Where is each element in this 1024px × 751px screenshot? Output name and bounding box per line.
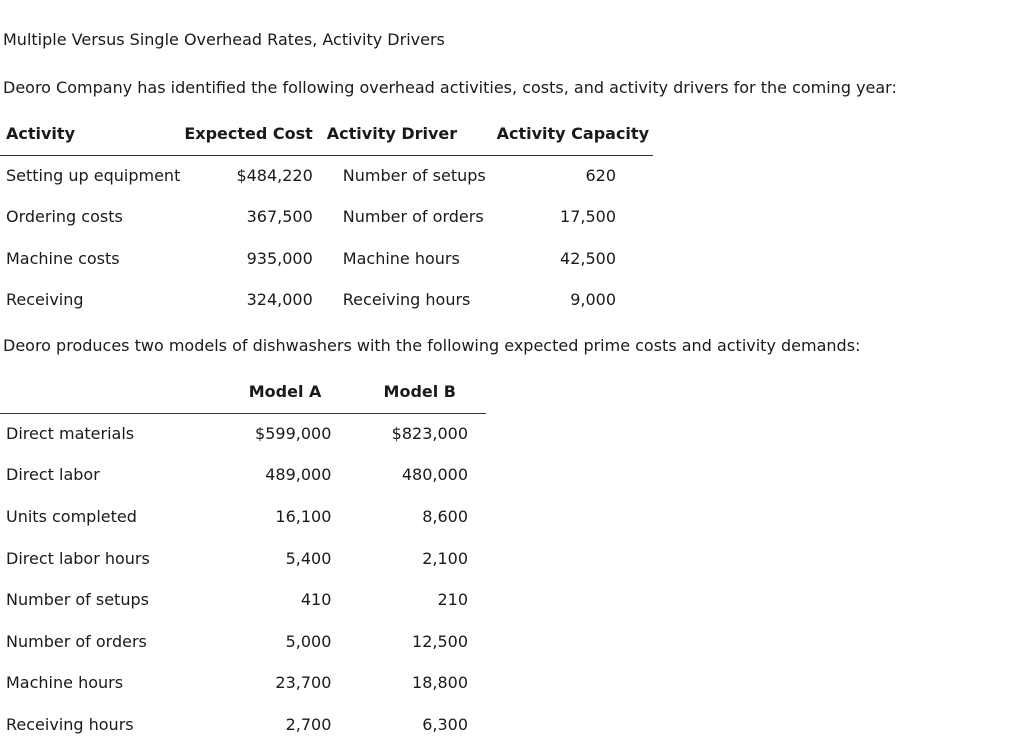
table-row xyxy=(0,413,486,455)
table-cell: Receiving hours xyxy=(342,290,471,310)
table-cell: Setting up equipment xyxy=(6,166,181,185)
models-table xyxy=(0,372,486,746)
table-cell: 12,500 xyxy=(412,631,468,651)
table-row xyxy=(0,197,653,239)
table-cell: Number of setups xyxy=(6,590,149,610)
table-row xyxy=(0,280,653,322)
table-cell: $599,000 xyxy=(255,424,332,444)
table-cell: 210 xyxy=(437,590,468,610)
table-cell: Units completed xyxy=(6,506,137,526)
table-cell: Machine costs xyxy=(6,248,120,268)
column-header: Activity Capacity xyxy=(495,122,653,155)
table-cell: 5,400 xyxy=(285,548,332,568)
activity-table xyxy=(0,122,653,321)
table-cell: $484,220 xyxy=(236,166,313,185)
table-row xyxy=(0,579,486,621)
column-header: Model B xyxy=(333,372,486,413)
table-cell: Direct labor hours xyxy=(6,548,150,568)
column-header: Activity xyxy=(0,122,184,155)
table-cell: 2,100 xyxy=(422,548,468,568)
table-cell: 324,000 xyxy=(246,290,313,310)
table-row xyxy=(0,538,486,580)
table-cell: Machine hours xyxy=(342,248,460,268)
table-cell: Number of setups xyxy=(342,166,486,185)
table-cell: Number of orders xyxy=(342,207,484,227)
table-row xyxy=(0,238,653,280)
column-header: Model A xyxy=(216,372,333,413)
table-cell: 367,500 xyxy=(246,207,313,227)
table-cell: 17,500 xyxy=(560,207,616,227)
table-header-row xyxy=(0,372,486,413)
table-cell: Machine hours xyxy=(6,673,124,693)
table-cell: Receiving xyxy=(6,290,84,310)
table-cell: 8,600 xyxy=(422,506,468,526)
table-cell: 620 xyxy=(585,166,616,185)
table-cell: 480,000 xyxy=(401,465,468,485)
table-cell: 23,700 xyxy=(275,673,332,693)
column-header xyxy=(0,372,216,413)
table-cell: 18,800 xyxy=(412,673,468,693)
table-row xyxy=(0,496,486,538)
table-cell: Ordering costs xyxy=(6,207,123,227)
column-header: Activity Driver xyxy=(313,122,495,155)
table-cell: $823,000 xyxy=(391,424,468,444)
table-cell: 6,300 xyxy=(422,714,468,734)
models-intro-paragraph: Deoro produces two models of dishwashers with the following expected prime costs and activity demands: xyxy=(3,336,861,355)
column-header: Expected Cost xyxy=(184,122,312,155)
table-cell: 5,000 xyxy=(285,631,332,651)
table-row xyxy=(0,663,486,705)
page-title: Multiple Versus Single Overhead Rates, Activity Drivers xyxy=(3,30,445,49)
intro-paragraph: Deoro Company has identified the following overhead activities, costs, and activity drivers for the coming year: xyxy=(3,78,897,97)
table-cell: 42,500 xyxy=(560,248,616,268)
table-row xyxy=(0,621,486,663)
table-cell: Number of orders xyxy=(6,631,147,651)
table-cell: Direct materials xyxy=(6,424,135,444)
table-row xyxy=(0,155,653,197)
table-cell: 489,000 xyxy=(265,465,332,485)
table-cell: 16,100 xyxy=(275,506,332,526)
table-row xyxy=(0,455,486,497)
table-row xyxy=(0,704,486,746)
table-header-row xyxy=(0,122,653,155)
table-cell: 9,000 xyxy=(570,290,616,310)
table-cell: Direct labor xyxy=(6,465,100,485)
table-cell: 410 xyxy=(300,590,332,610)
table-cell: 2,700 xyxy=(285,714,332,734)
table-cell: 935,000 xyxy=(246,248,313,268)
table-cell: Receiving hours xyxy=(6,714,134,734)
